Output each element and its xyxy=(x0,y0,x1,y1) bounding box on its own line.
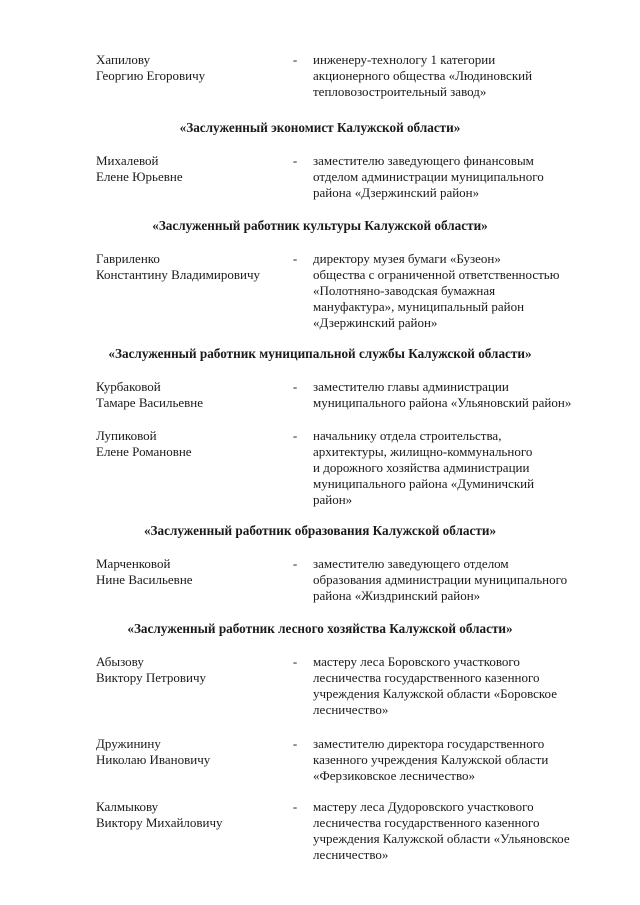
entry-dash: - xyxy=(292,251,298,266)
position-line: лесничества государственного казенного xyxy=(313,815,540,830)
recipient-position xyxy=(313,736,596,784)
position-line: тепловозостроительный завод» xyxy=(313,84,487,99)
position-line: учреждения Калужской области «Ульяновское xyxy=(313,831,570,846)
recipient-surname: Хапилову xyxy=(96,52,151,67)
recipient-surname: Михалевой xyxy=(96,153,159,168)
position-line: архитектуры, жилищно-коммунального xyxy=(313,444,533,459)
position-line: лесничества государственного казенного xyxy=(313,670,540,685)
position-line: лесничество» xyxy=(313,702,389,717)
position-line: лесничество» xyxy=(313,847,389,862)
entry-dash: - xyxy=(292,736,298,751)
recipient-surname: Курбаковой xyxy=(96,379,161,394)
entry-dash: - xyxy=(292,799,298,814)
position-line: инженеру-технологу 1 категории xyxy=(313,52,496,67)
recipient-given-name: Николаю Ивановичу xyxy=(96,752,211,767)
entry-dash: - xyxy=(292,654,298,669)
position-line: «Ферзиковское лесничество» xyxy=(313,768,476,783)
recipient-name xyxy=(96,153,286,185)
recipient-given-name: Елене Романовне xyxy=(96,444,192,459)
recipient-position xyxy=(313,153,596,201)
position-line: заместителю заведующего финансовым xyxy=(313,153,534,168)
position-line: учреждения Калужской области «Боровское xyxy=(313,686,557,701)
recipient-given-name: Виктору Михайловичу xyxy=(96,815,223,830)
position-line: и дорожного хозяйства администрации xyxy=(313,460,530,475)
recipient-name xyxy=(96,251,286,283)
position-line: казенного учреждения Калужской области xyxy=(313,752,549,767)
recipient-position xyxy=(313,251,596,331)
recipient-name xyxy=(96,654,286,686)
position-line: «Дзержинский район» xyxy=(313,315,438,330)
recipient-surname: Калмыкову xyxy=(96,799,159,814)
recipient-name xyxy=(96,556,286,588)
position-line: общества с ограниченной ответственностью xyxy=(313,267,560,282)
recipient-given-name: Елене Юрьевне xyxy=(96,169,183,184)
position-line: мастеру леса Боровского участкового xyxy=(313,654,520,669)
entry-dash: - xyxy=(292,153,298,168)
position-line: района «Жиздринский район» xyxy=(313,588,481,603)
award-heading: «Заслуженный работник муниципальной службы Калужской области» xyxy=(108,346,532,361)
recipient-surname: Гавриленко xyxy=(96,251,160,266)
recipient-name xyxy=(96,736,286,768)
recipient-position xyxy=(313,654,596,718)
recipient-surname: Лупиковой xyxy=(96,428,157,443)
position-line: заместителю главы администрации xyxy=(313,379,509,394)
position-line: заместителю директора государственного xyxy=(313,736,545,751)
position-line: начальнику отдела строительства, xyxy=(313,428,502,443)
entry-dash: - xyxy=(292,428,298,443)
position-line: «Полотняно-заводская бумажная xyxy=(313,283,496,298)
position-line: район» xyxy=(313,492,353,507)
position-line: заместителю заведующего отделом xyxy=(313,556,509,571)
recipient-position xyxy=(313,52,596,100)
position-line: акционерного общества «Людиновский xyxy=(313,68,533,83)
recipient-name xyxy=(96,52,286,84)
position-line: района «Дзержинский район» xyxy=(313,185,480,200)
recipient-position xyxy=(313,556,596,604)
recipient-given-name: Виктору Петровичу xyxy=(96,670,206,685)
recipient-given-name: Тамаре Васильевне xyxy=(96,395,204,410)
position-line: директору музея бумаги «Бузеон» xyxy=(313,251,501,266)
award-heading: «Заслуженный работник лесного хозяйства Калужской области» xyxy=(127,621,513,636)
recipient-surname: Абызову xyxy=(96,654,144,669)
recipient-surname: Марченковой xyxy=(96,556,171,571)
recipient-position xyxy=(313,379,596,411)
position-line: отделом администрации муниципального xyxy=(313,169,544,184)
entry-dash: - xyxy=(292,556,298,571)
position-line: мастеру леса Дудоровского участкового xyxy=(313,799,534,814)
award-heading: «Заслуженный работник образования Калужской области» xyxy=(143,523,497,538)
award-heading: «Заслуженный работник культуры Калужской области» xyxy=(152,218,488,233)
recipient-given-name: Константину Владимировичу xyxy=(96,267,260,282)
recipient-position xyxy=(313,799,596,863)
recipient-name xyxy=(96,428,286,460)
recipient-given-name: Нине Васильевне xyxy=(96,572,193,587)
recipient-surname: Дружинину xyxy=(96,736,161,751)
recipient-given-name: Георгию Егоровичу xyxy=(96,68,206,83)
recipient-name xyxy=(96,799,286,831)
recipient-position xyxy=(313,428,596,508)
position-line: образования администрации муниципального xyxy=(313,572,568,587)
award-heading: «Заслуженный экономист Калужской области» xyxy=(179,120,461,135)
entry-dash: - xyxy=(292,379,298,394)
position-line: муниципального района «Ульяновский район» xyxy=(313,395,572,410)
position-line: мануфактура», муниципальный район xyxy=(313,299,525,314)
recipient-name xyxy=(96,379,286,411)
entry-dash: - xyxy=(292,52,298,67)
position-line: муниципального района «Думиничский xyxy=(313,476,535,491)
